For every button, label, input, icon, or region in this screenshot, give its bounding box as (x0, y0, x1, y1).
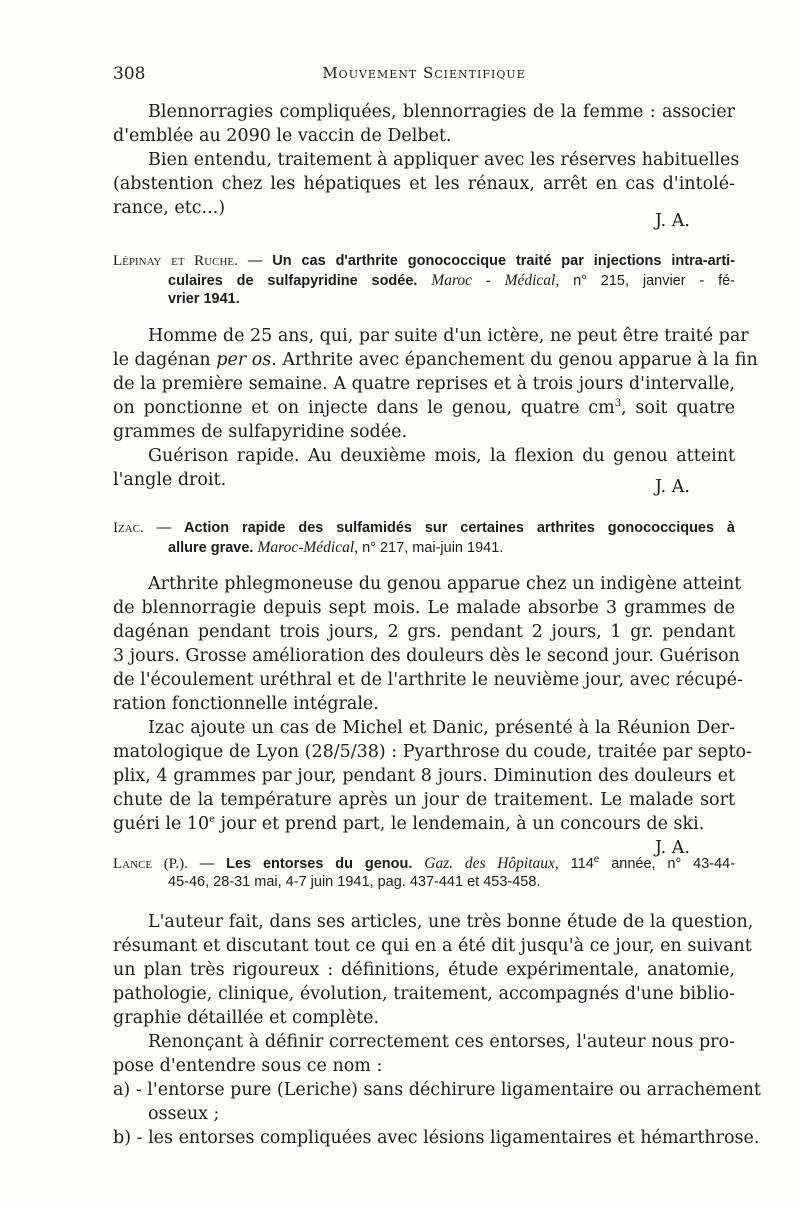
paragraph-line: L'auteur fait, dans ses articles, une très bonne étude de la question, (148, 912, 754, 932)
reference-title: Un cas d'arthrite gonococcique traité par injections intra-arti- (272, 253, 736, 269)
reference-title: culaires de sulfapyridine sodée. (168, 273, 418, 289)
paragraph-line: Izac ajoute un cas de Michel et Danic, présenté à la Réunion Der- (148, 718, 735, 738)
paragraph-line: Guérison rapide. Au deuxième mois, la flexion du genou atteint (148, 446, 735, 466)
paragraph-line: 3 jours. Grosse amélioration des douleurs dès le second jour. Guérison (113, 646, 740, 666)
paragraph-line: dagénan pendant trois jours, 2 grs. pendant 2 jours, 1 gr. pendant (113, 622, 735, 642)
reference-title: Action rapide des sulfamidés sur certaines arthrites gonococciques à (184, 520, 736, 536)
reference-header-cont (168, 538, 735, 558)
reference-issue-end: vrier 1941. (168, 291, 240, 307)
paragraph-line: Arthrite phlegmoneuse du genou apparue chez un indigène atteint (148, 574, 742, 594)
reference-header-cont (168, 271, 735, 291)
paragraph-line: ration fonctionnelle intégrale. (113, 694, 379, 714)
paragraph-line: le dagénan per os. Arthrite avec épanchement du genou apparue à la fin (113, 350, 758, 370)
reference-author: Izac. (113, 520, 144, 536)
reference-issue: 114e année, n° 43-44- (570, 854, 736, 872)
list-item: b) - les entorses compliquées avec lésions ligamentaires et hémarthrose. (113, 1128, 760, 1148)
paragraph-line: matologique de Lyon (28/5/38) : Pyarthrose du coude, traitée par septo- (113, 742, 752, 762)
paragraph-line: (abstention chez les hépatiques et les rénaux, arrêt en cas d'intolé- (113, 174, 735, 194)
paragraph-line: grammes de sulfapyridine sodée. (113, 422, 408, 442)
paragraph-line: Homme de 25 ans, qui, par suite d'un ictère, ne peut être traité par (148, 326, 749, 346)
reference-title: Les entorses du genou. (226, 856, 413, 872)
paragraph-line: résumant et discutant tout ce qui en a été dit jusqu'à ce jour, en suivant (113, 936, 752, 956)
running-title: Mouvement Scientifique (322, 64, 526, 82)
paragraph-line: rance, etc...) (113, 198, 226, 218)
reference-dash: — (247, 253, 263, 269)
reference-header (113, 252, 735, 271)
paragraph-line: pathologie, clinique, évolution, traitement, accompagnés d'une biblio- (113, 984, 735, 1004)
reference-header-cont (168, 290, 735, 309)
reference-issue: n° 217, mai-juin 1941. (362, 540, 504, 556)
reference-issue: n° 215, janvier - fé- (573, 273, 735, 289)
paragraph-line: un plan très rigoureux : définitions, étude expérimentale, anatomie, (113, 960, 735, 980)
reference-journal: Gaz. des Hôpitaux, (424, 855, 559, 872)
paragraph-line: guéri le 10e jour et prend part, le lendemain, à un concours de ski. (113, 814, 705, 834)
page-number: 308 (113, 64, 146, 84)
paragraph-line: on ponctionne et on injecte dans le genou, quatre $cm^3$, soit quatre (113, 398, 735, 418)
paragraph-line: graphie détaillée et complète. (113, 1008, 380, 1028)
paragraph-line: Bien entendu, traitement à appliquer avec les réserves habituelles (148, 150, 740, 170)
reference-header (113, 519, 735, 538)
paragraph-line: chute de la température après un jour de traitement. Le malade sort (113, 790, 735, 810)
page-header (113, 64, 735, 88)
reference-journal: Maroc-Médical, (257, 539, 359, 556)
paragraph-line: de la première semaine. A quatre reprises et à trois jours d'intervalle, (113, 374, 735, 394)
reference-author: Lance (P.). (113, 856, 188, 872)
signature: J. A. (655, 477, 690, 497)
reference-dash: — (156, 520, 172, 536)
paragraph-line: d'emblée au 2090 le vaccin de Delbet. (113, 126, 452, 146)
paragraph-line: pose d'entendre sous ce nom : (113, 1056, 383, 1076)
paragraph-line: Renonçant à définir correctement ces entorses, l'auteur nous pro- (148, 1032, 735, 1052)
paragraph-line: de l'écoulement uréthral et de l'arthrite le neuvième jour, avec récupé- (113, 670, 743, 690)
reference-issue-end: 45-46, 28-31 mai, 4-7 juin 1941, pag. 437-441 et 453-458. (168, 874, 541, 890)
list-item: a) - l'entorse pure (Leriche) sans déchirure ligamentaire ou arrachement (113, 1080, 761, 1100)
signature: J. A. (655, 838, 690, 858)
paragraph-line: l'angle droit. (113, 470, 227, 490)
paragraph-line: plix, 4 grammes par jour, pendant 8 jours. Diminution des douleurs et (113, 766, 735, 786)
reference-title: allure grave. (168, 540, 254, 556)
list-item-cont: osseux ; (148, 1104, 220, 1124)
reference-author: Lépinay et Ruche. (113, 253, 238, 269)
signature: J. A. (655, 211, 690, 231)
reference-header (113, 854, 735, 874)
reference-journal: Maroc - Médical, (431, 272, 560, 289)
reference-dash: — (199, 856, 215, 872)
paragraph-line: Blennorragies compliquées, blennorragies de la femme : associer (148, 102, 735, 122)
reference-header-cont (168, 873, 735, 892)
paragraph-line: de blennorragie depuis sept mois. Le malade absorbe 3 grammes de (113, 598, 735, 618)
